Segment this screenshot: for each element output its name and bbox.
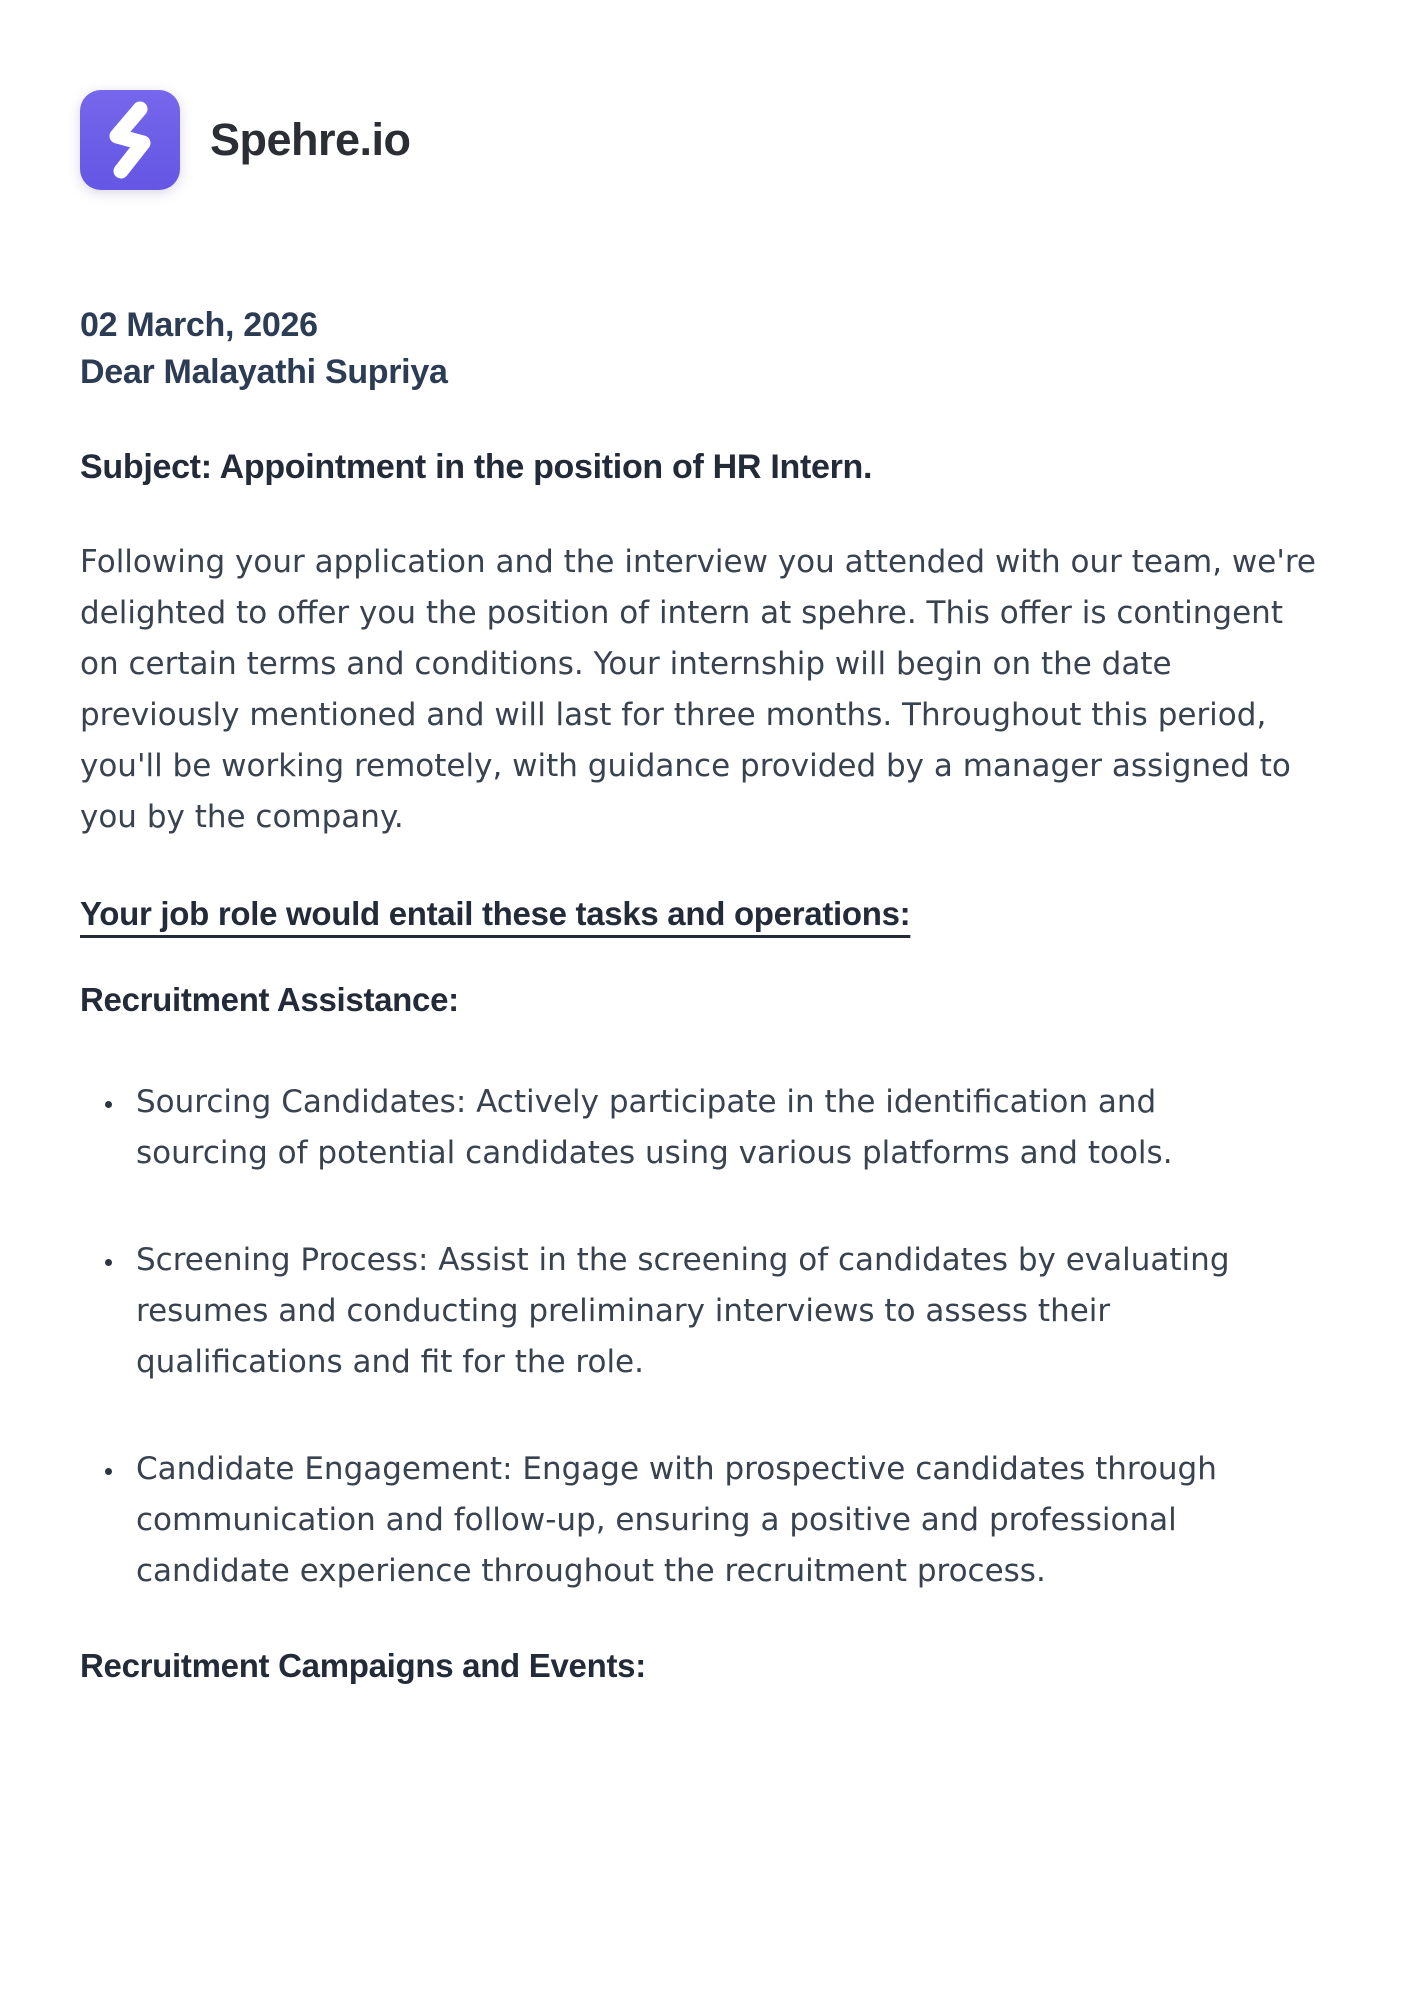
- list-item: • Screening Process: Assist in the screening of candidates by evaluating resumes and conducting preliminary interviews to assess their qualifications and fit for the role.: [126, 1235, 1256, 1388]
- letter-greeting: Dear Malayathi Supriya: [80, 352, 448, 391]
- list-item: • Sourcing Candidates: Actively participate in the identification and sourcing of potential candidates using various platforms and tools.: [126, 1077, 1256, 1179]
- date-greeting-block: [80, 302, 1330, 396]
- section-title-recruitment-campaigns: Recruitment Campaigns and Events:: [80, 1646, 646, 1684]
- letter-date: 02 March, 2026: [80, 306, 318, 344]
- recruitment-assistance-list: [80, 1077, 1256, 1597]
- tasks-heading: Your job role would entail these tasks and operations:: [80, 894, 911, 932]
- brand-header: [80, 0, 1330, 190]
- section-title-recruitment-assistance: Recruitment Assistance:: [80, 980, 459, 1018]
- intro-paragraph: Following your application and the interview you attended with our team, we're delighted to offer you the position of intern at spehre. This offer is contingent on certain terms and conditions. Your internship will begin on the date previously mentioned and will last for three months. Throughout this period, you'll be working remotely, with guidance provided by a manager assigned to you by the company.: [80, 543, 1316, 835]
- s-bolt-icon: [80, 90, 180, 190]
- subject-line: Subject: Appointment in the position of HR Intern.: [80, 447, 873, 486]
- list-item: • Candidate Engagement: Engage with prospective candidates through communication and follow-up, ensuring a positive and professional candidate experience throughout the recruitment process.: [126, 1444, 1256, 1597]
- brand-name: Spehre.io: [210, 114, 411, 165]
